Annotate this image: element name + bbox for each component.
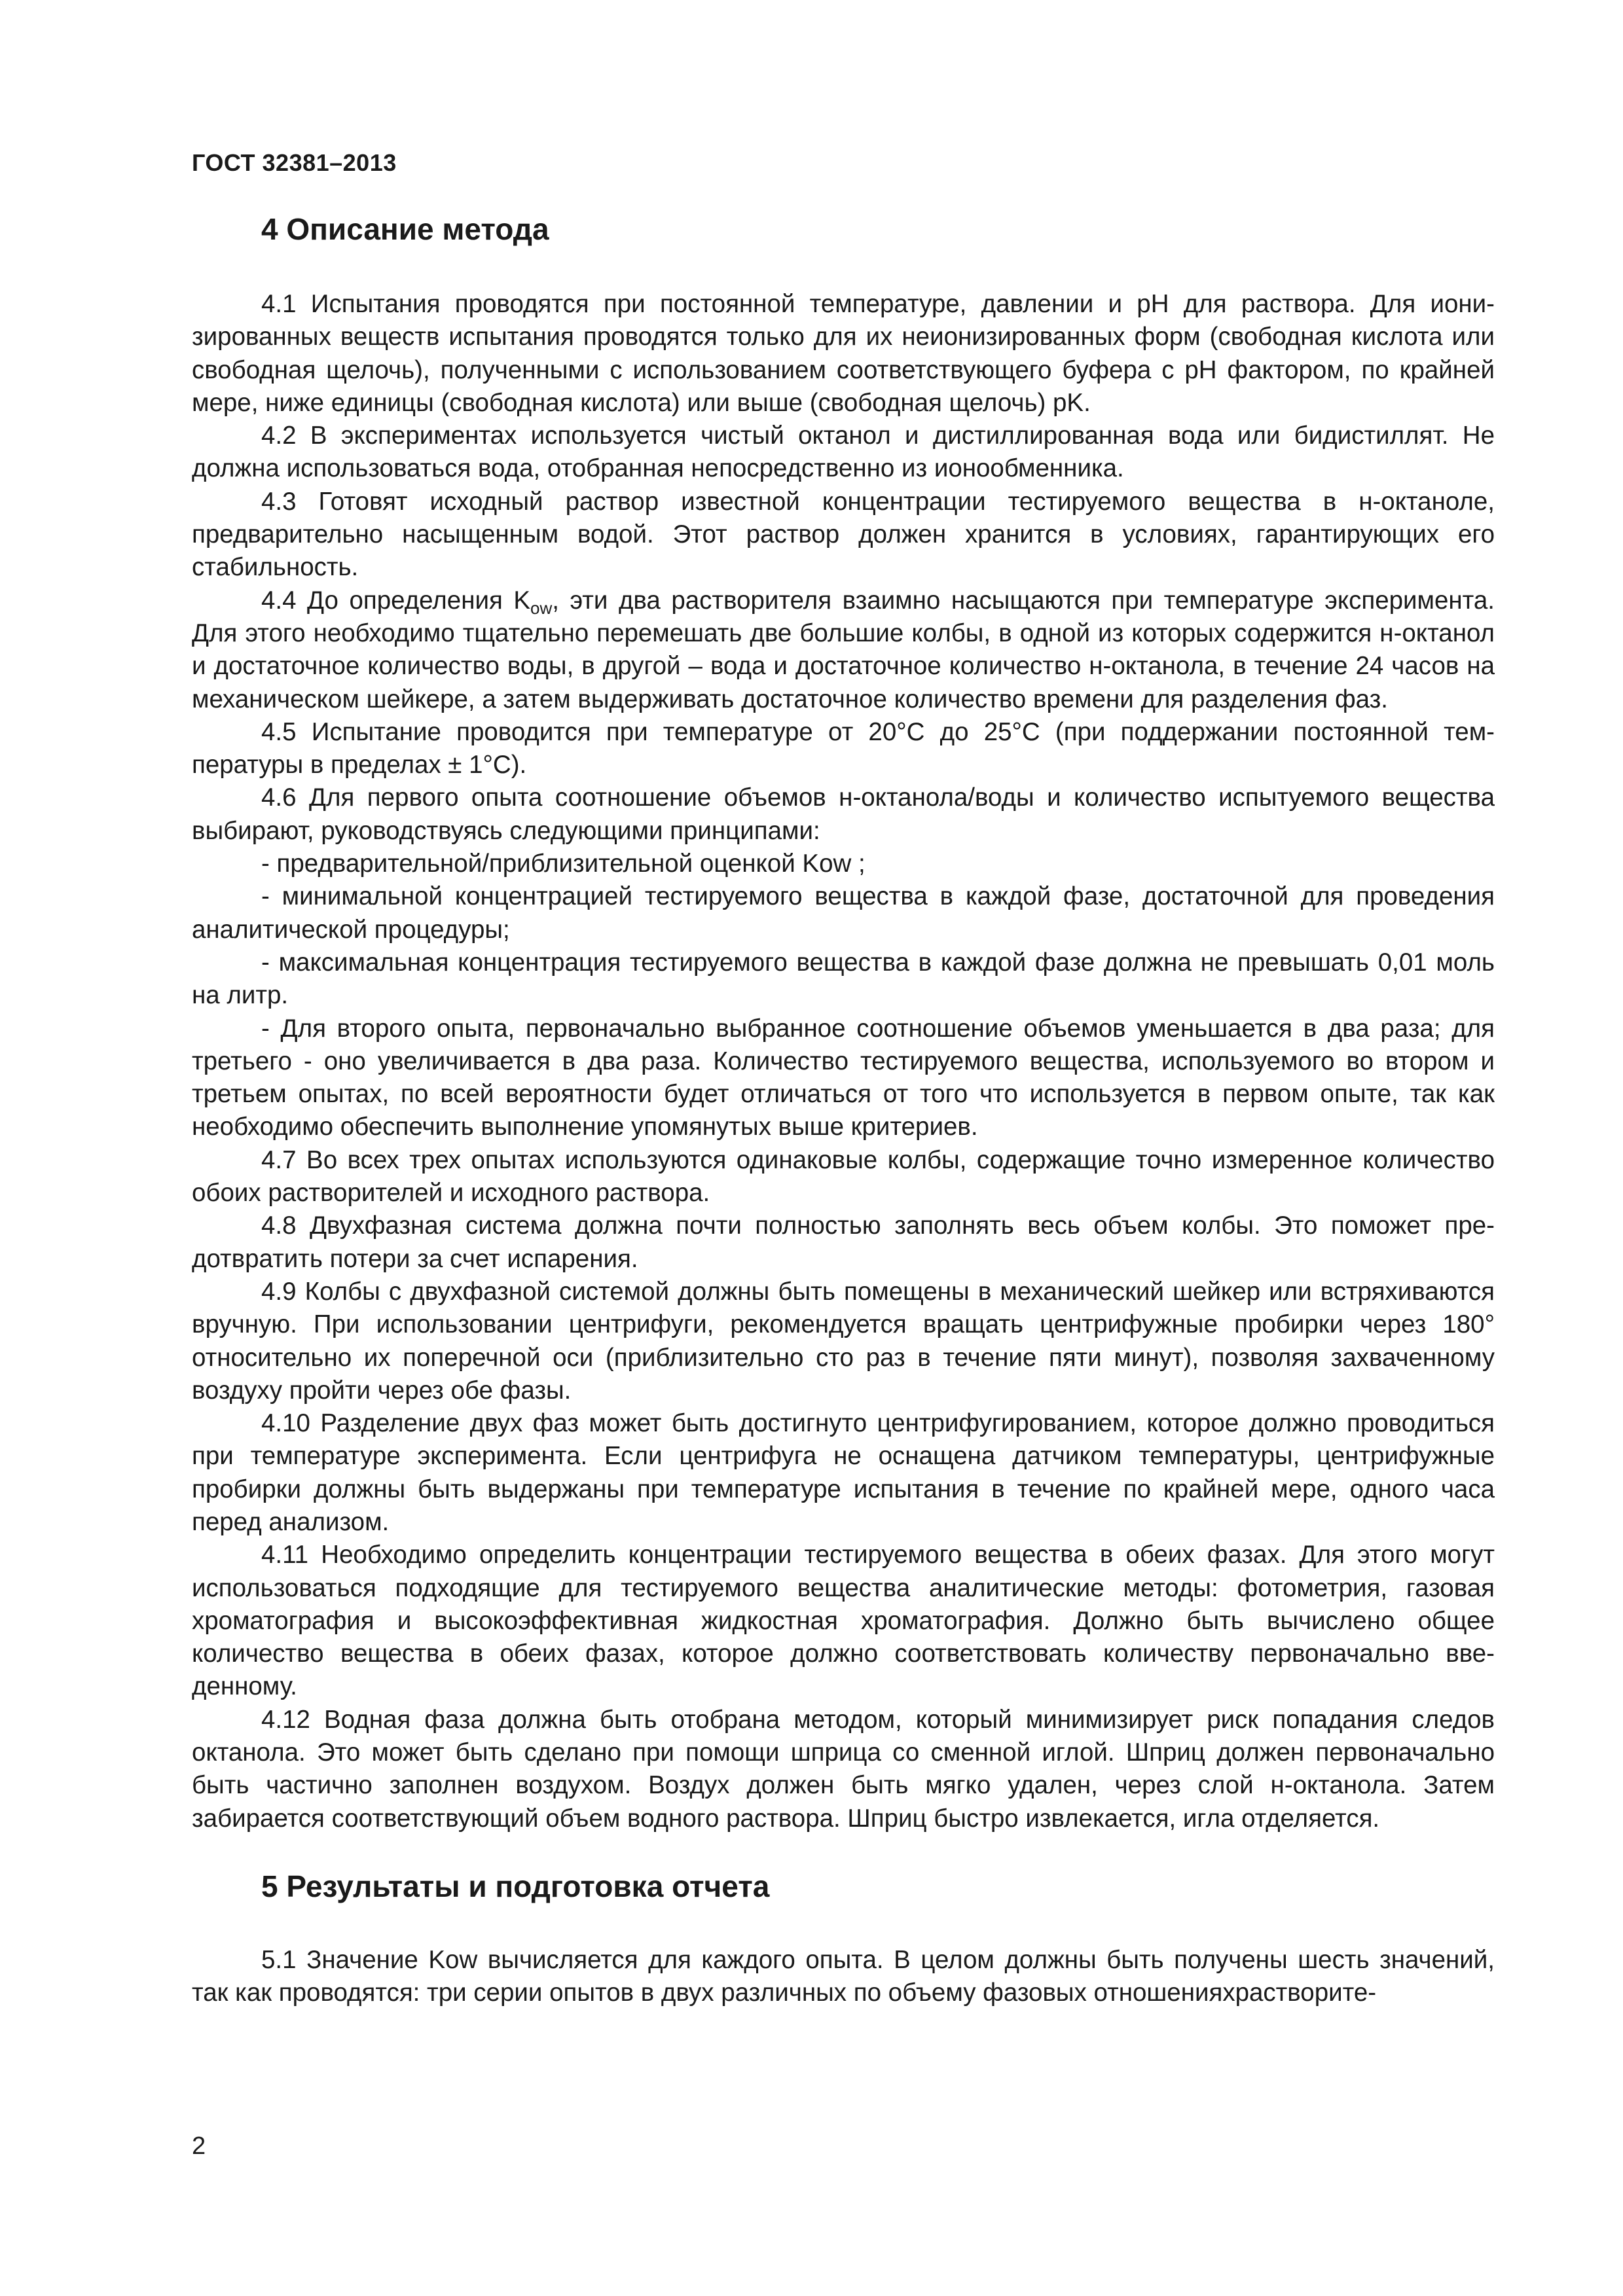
paragraph-4-4	[192, 584, 1495, 716]
paragraph-4-7: 4.7 Во всех трех опытах используются одинаковые колбы, содержащие точно измеренное количество обоих растворителей и исходного раствора.	[192, 1145, 1495, 1208]
paragraph-4-1: 4.1 Испытания проводятся при постоянной температуре, давлении и pH для раствора. Для ионизированных веществ испытания проводятся только для их неионизированных форм (свободная кислота или свободная щелочь), полученными с использованием соответствующего буфера с pH фактором, по крайней мере, ниже единицы (свободная кислота) или выше (свободная щелочь) pK.	[192, 290, 1495, 417]
page-number: 2	[192, 2132, 206, 2160]
section-5-heading: 5 Результаты и подготовка отчета	[261, 1869, 770, 1903]
dash-item-2: - минимальной концентрацией тестируемого вещества в каждой фазе, достаточной для проведения аналитической процедуры;	[192, 882, 1495, 944]
paragraph-4-9: 4.9 Колбы с двухфазной системой должны быть помещены в механический шейкер или встряхиваются вручную. При использовании центрифуги, рекомендуется вращать центрифужные пробирки через 180° относительно их поперечной оси (приблизительно сто раз в течение пяти минут), позволяя захваченному воздуху пройти через обе фазы.	[192, 1277, 1495, 1405]
paragraph-4-2: 4.2 В экспериментах используется чистый октанол и дистиллированная вода или бидистиллят. Не должна использоваться вода, отобранная непосредственно из ионообменника.	[192, 422, 1495, 483]
paragraph-4-11: 4.11 Необходимо определить концентрации тестируемого вещества в обеих фазах. Для этого могут использоваться подходящие для тестируемого вещества аналитические методы: фотометрия, газовая хроматография и высокоэффективная жидкостная хроматография. Должно быть вычислено общее количество вещества в обеих фазах, которое должно соответствовать количеству первоначально введенному.	[192, 1541, 1495, 1701]
paragraph-4-10: 4.10 Разделение двух фаз может быть достигнуто центрифугированием, которое должно проводиться при температуре эксперимента. Если центрифуга не оснащена датчиком температуры, центрифужные пробирки должны быть выдержаны при температуре испытания в течение по крайней мере, одного часа перед анализом.	[192, 1409, 1495, 1536]
dash-item-3: - максимальная концентрация тестируемого вещества в каждой фазе должна не превышать 0,01 моль на литр.	[192, 948, 1495, 1010]
paragraph-4-4-rest: , эти два растворителя взаимно насыщаются при температуре эксперимента. Для этого необходимо тщательно перемешать две большие колбы, в одной из которых содержится н-октанол и достаточное количество воды, в другой – вода и достаточное количество н-октанола, в течение 24 часов на механическом шейкере, а затем выдерживать достаточное количество времени для разделения фаз.	[192, 586, 1495, 713]
paragraph-4-3: 4.3 Готовят исходный раствор известной концентрации тестируемого вещества в н-октаноле, предварительно насыщенным водой. Этот раствор должен хранится в условиях, гарантирующих его стабильность.	[192, 487, 1495, 582]
paragraph-4-6: 4.6 Для первого опыта соотношение объемов н-октанола/воды и количество испытуемого вещества выбирают, руководствуясь следующими принципами:	[192, 783, 1495, 845]
dash-item-1: - предварительной/приблизительной оценкой Kow ;	[261, 850, 866, 878]
standard-code-header: ГОСТ 32381–2013	[192, 149, 397, 176]
paragraph-4-4-start: 4.4 До определения K	[261, 586, 531, 615]
kow-subscript: ow	[530, 598, 553, 618]
paragraph-4-12: 4.12 Водная фаза должна быть отобрана методом, который минимизирует риск попадания следов октанола. Это может быть сделано при помощи шприца со сменной иглой. Шприц должен первоначально быть частично заполнен воздухом. Воздух должен быть мягко удален, через слой н-октанола. Затем забирается соответствующий объем водного раствора. Шприц быстро извлекается, игла отделяется.	[192, 1705, 1495, 1833]
dash-item-4: - Для второго опыта, первоначально выбранное соотношение объемов уменьшается в два раза; для третьего - оно увеличивается в два раза. Количество тестируемого вещества, используемого во втором и третьем опытах, по всей вероятности будет отличаться от того что используется в первом опыте, так как необходимо обеспечить выполнение упомянутых выше критериев.	[192, 1014, 1495, 1141]
paragraph-4-8: 4.8 Двухфазная система должна почти полностью заполнять весь объем колбы. Это поможет предотвратить потери за счет испарения.	[192, 1211, 1495, 1273]
paragraph-4-5: 4.5 Испытание проводится при температуре от 20°C до 25°C (при поддержании постоянной температуры в пределах ± 1°C).	[192, 717, 1495, 780]
page-body	[192, 208, 1495, 2010]
section-4-heading: 4 Описание метода	[261, 212, 549, 246]
paragraph-5-1: 5.1 Значение Kow вычисляется для каждого опыта. В целом должны быть получены шесть значений, так как проводятся: три серии опытов в двух различных по объему фазовых отношенияхрастворите-	[192, 1945, 1495, 2007]
